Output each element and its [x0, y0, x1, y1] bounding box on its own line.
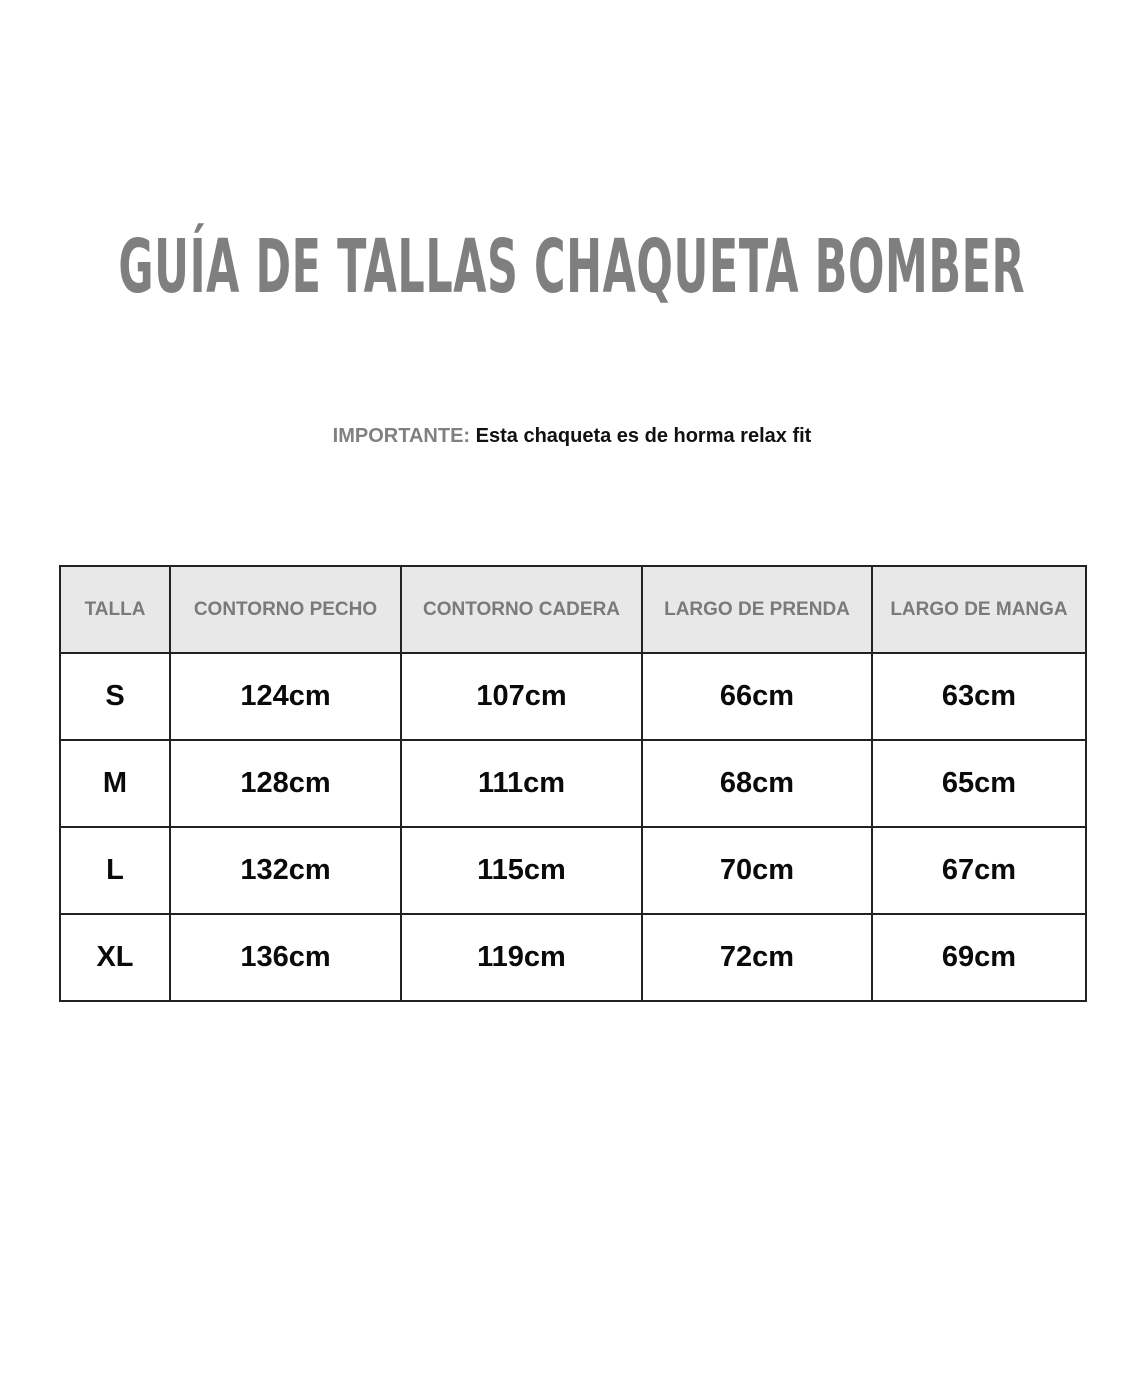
important-note: [0, 425, 1144, 448]
size-table: [59, 565, 1087, 1002]
header-talla: TALLA: [60, 566, 170, 653]
cell-talla: XL: [60, 914, 170, 1001]
cell-largo-prenda: 66cm: [642, 653, 872, 740]
note-text: Esta chaqueta es de horma relax fit: [475, 425, 812, 447]
table-row: [60, 827, 1086, 914]
cell-contorno-pecho: 136cm: [170, 914, 401, 1001]
table-row: [60, 740, 1086, 827]
page-title: GUÍA DE TALLAS CHAQUETA BOMBER: [118, 224, 1026, 310]
cell-largo-prenda: 72cm: [642, 914, 872, 1001]
cell-largo-manga: 63cm: [872, 653, 1086, 740]
cell-contorno-cadera: 115cm: [401, 827, 642, 914]
cell-contorno-cadera: 107cm: [401, 653, 642, 740]
cell-contorno-pecho: 124cm: [170, 653, 401, 740]
cell-contorno-pecho: 132cm: [170, 827, 401, 914]
header-largo-prenda: LARGO DE PRENDA: [642, 566, 872, 653]
cell-largo-manga: 69cm: [872, 914, 1086, 1001]
header-largo-manga: LARGO DE MANGA: [872, 566, 1086, 653]
cell-largo-prenda: 70cm: [642, 827, 872, 914]
header-contorno-pecho: CONTORNO PECHO: [170, 566, 401, 653]
page-title-wrap: [0, 222, 1144, 312]
cell-contorno-cadera: 111cm: [401, 740, 642, 827]
table-row: [60, 653, 1086, 740]
cell-talla: M: [60, 740, 170, 827]
table-header-row: [60, 566, 1086, 653]
cell-contorno-pecho: 128cm: [170, 740, 401, 827]
table-row: [60, 914, 1086, 1001]
cell-largo-manga: 67cm: [872, 827, 1086, 914]
cell-largo-manga: 65cm: [872, 740, 1086, 827]
cell-talla: L: [60, 827, 170, 914]
cell-largo-prenda: 68cm: [642, 740, 872, 827]
note-label: IMPORTANTE:: [332, 425, 471, 447]
header-contorno-cadera: CONTORNO CADERA: [401, 566, 642, 653]
cell-talla: S: [60, 653, 170, 740]
cell-contorno-cadera: 119cm: [401, 914, 642, 1001]
